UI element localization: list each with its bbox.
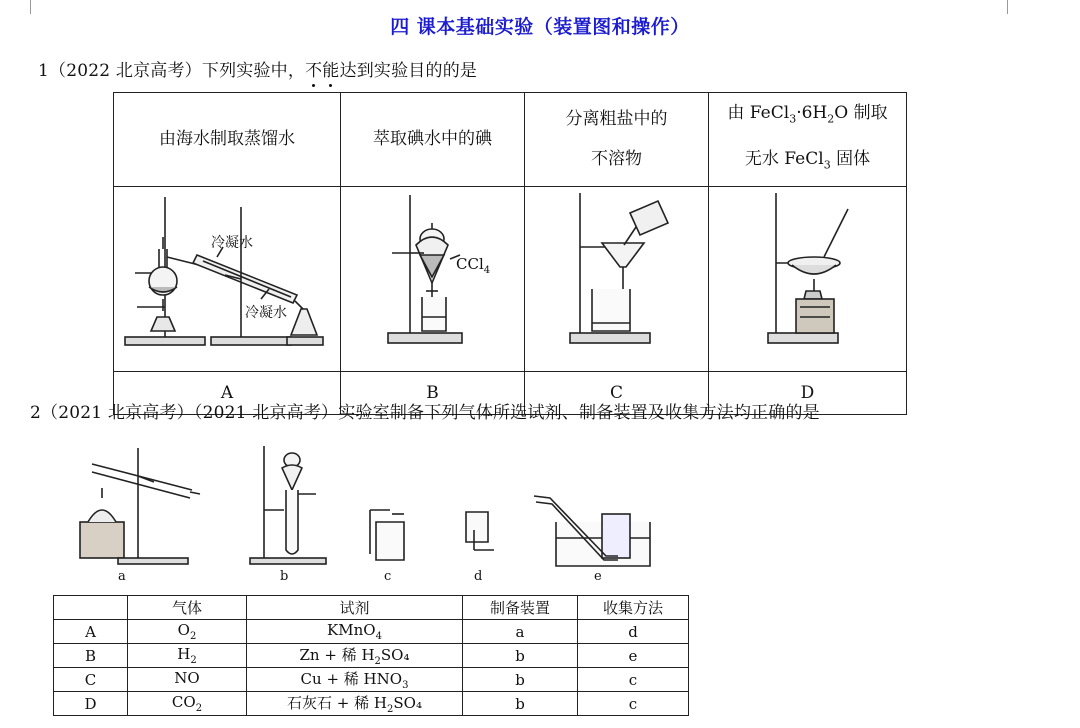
question-1-text-after: 达到实验目的的是 — [339, 61, 478, 81]
row-collection: d — [578, 620, 689, 644]
option-a-label: A — [114, 371, 341, 414]
apparatus-label-d: d — [474, 569, 483, 584]
row-reagent: KMnO$_4$ — [247, 620, 463, 644]
apparatus-label-a: a — [118, 569, 126, 584]
question-1-text-before: 1（2022 北京高考）下列实验中， — [38, 61, 306, 81]
row-collection: e — [578, 644, 689, 668]
row-option: D — [54, 692, 128, 716]
table-row — [54, 644, 689, 668]
header-d: 由 $FeCl_3\cdot 6H_2O$ 制取 无水 FeCl$_3$ 固体 — [709, 93, 907, 187]
option-c-label: C — [525, 371, 709, 414]
row-gas: $H_2$ — [128, 644, 247, 668]
figure-cell-d — [709, 186, 907, 371]
emphasis-char-2: 能 — [322, 56, 339, 81]
row-gas: $O_2$ — [128, 620, 247, 644]
table-header-row — [54, 596, 689, 620]
row-apparatus: b — [463, 692, 578, 716]
row-apparatus: b — [463, 668, 578, 692]
row-option: A — [54, 620, 128, 644]
row-collection: c — [578, 692, 689, 716]
filtration-apparatus — [526, 187, 707, 356]
option-d-label: D — [709, 371, 907, 414]
distillation-apparatus — [115, 187, 339, 356]
row-apparatus: b — [463, 644, 578, 668]
question-1-table — [113, 92, 907, 415]
emphasis-char-1: 不 — [305, 56, 322, 81]
cooling-water-label-top: 冷凝水 — [211, 234, 253, 251]
table-row — [54, 668, 689, 692]
header-c: 分离粗盐中的 不溶物 — [525, 93, 709, 187]
header-b: 萃取碘水中的碘 — [341, 93, 525, 187]
table-row — [54, 620, 689, 644]
figure-cell-b — [341, 186, 525, 371]
row-reagent: 石灰石 + 稀 $H_2SO_4$ — [247, 692, 463, 716]
question-2-stem: 2（2021 北京高考）（2021 北京高考）实验室制备下列气体所选试剂、制备装置及收集方法均正确的是 — [30, 403, 820, 423]
header-gas: 气体 — [128, 596, 247, 620]
question-1-stem — [38, 56, 477, 81]
row-gas: $CO_2$ — [128, 692, 247, 716]
header-reagent: 试剂 — [247, 596, 463, 620]
separatory-funnel-apparatus — [342, 187, 523, 356]
question-2-apparatus-figure — [78, 438, 668, 588]
row-reagent: Zn + 稀 $H_2SO_4$ — [247, 644, 463, 668]
row-apparatus: a — [463, 620, 578, 644]
section-title: 四 课本基础实验（装置图和操作） — [390, 16, 690, 38]
row-gas: NO — [128, 668, 247, 692]
ccl4-label: CCl$_4$ — [456, 254, 491, 276]
header-blank — [54, 596, 128, 620]
option-b-label: B — [341, 371, 525, 414]
row-reagent: Cu + 稀 $HNO_3$ — [247, 668, 463, 692]
apparatus-label-b: b — [280, 569, 289, 584]
header-apparatus: 制备装置 — [463, 596, 578, 620]
evaporation-apparatus — [710, 187, 905, 356]
header-collection: 收集方法 — [578, 596, 689, 620]
cooling-water-label-bottom: 冷凝水 — [245, 304, 287, 321]
table-row — [54, 692, 689, 716]
question-2-table — [53, 595, 689, 716]
header-a: 由海水制取蒸馏水 — [114, 93, 341, 187]
figure-cell-c — [525, 186, 709, 371]
row-collection: c — [578, 668, 689, 692]
apparatus-label-c: c — [384, 569, 392, 584]
figure-cell-a — [114, 186, 341, 371]
row-option: C — [54, 668, 128, 692]
apparatus-label-e: e — [594, 569, 602, 584]
row-option: B — [54, 644, 128, 668]
